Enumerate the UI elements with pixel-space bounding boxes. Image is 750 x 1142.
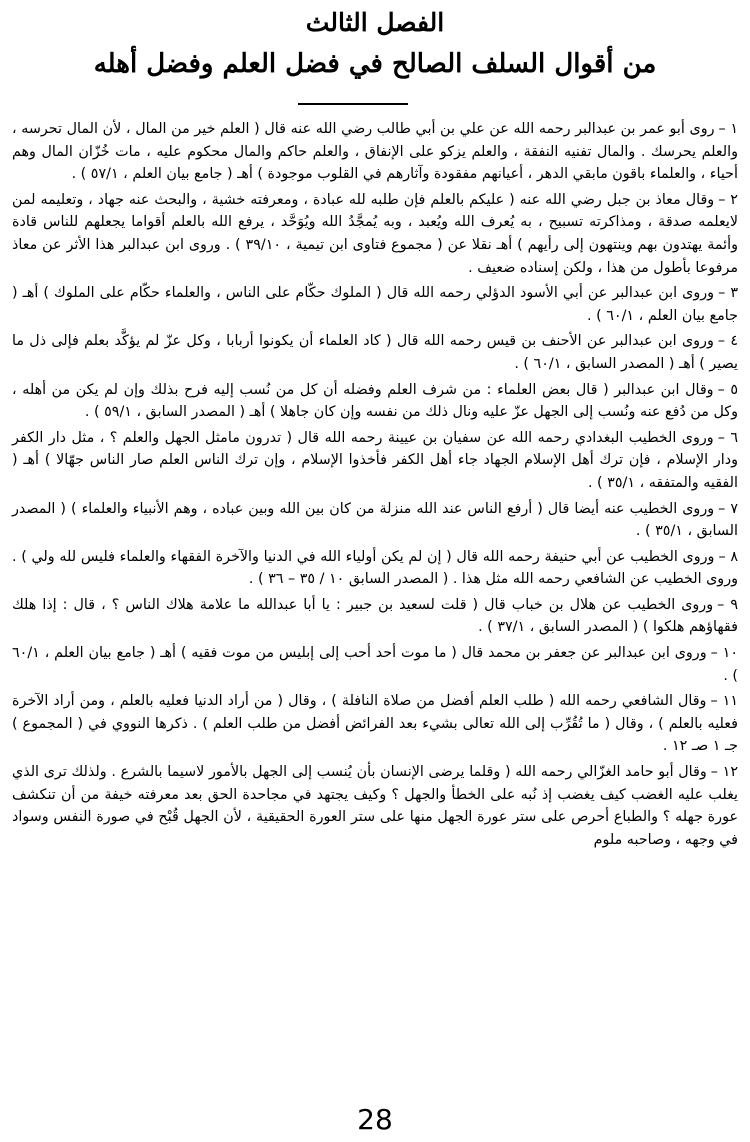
paragraph-text: وروى الخطيب البغدادي رحمه الله عن سفيان بن عيينة رحمه الله قال ( تدرون مامثل الجهل والعلم ؟ ، مثل دار الكفر ودار الإسلام ، فإن ترك أهل الإسلام الجهاد جاء أهل الكفر فأخذوا الإسلام ، وإن ترك الناس العلم صار الناس جهّالا ) أهـ ( الفقيه والمتفقه ، ٣٥/١ ) . bbox=[12, 429, 738, 491]
paragraph bbox=[12, 282, 738, 327]
paragraph-text: وقال الشافعي رحمه الله ( طلب العلم أفضل من صلاة النافلة ) ، وقال ( من أراد الدنيا فعليه بالعلم ، ومن أراد الآخرة فعليه بالعلم ) ، وقال ( ما تُقُرِّب إلى الله تعالى بشيء بعد الفرائض أفضل من طلب العلم ) . ذكرها النووي في ( المجموع ) جـ ١ صـ ١٢ . bbox=[12, 693, 738, 755]
document-body bbox=[12, 118, 738, 854]
paragraph-text: وروى ابن عبدالبر عن الأحنف بن قيس رحمه الله قال ( كاد العلماء أن يكونوا أربابا ، وكل عزّ لم يؤكَّد بعلم فإلى ذل ما يصير ) أهـ ( المصدر السابق ، ٦٠/١ ) . bbox=[12, 333, 738, 372]
paragraph-text: وروى الخطيب عن أبي حنيفة رحمه الله قال ( إن لم يكن أولياء الله في الدنيا والآخرة الفقهاء والعلماء فليس لله ولي ) . وروى الخطيب عن الشافعي رحمه الله مثل هذا . ( المصدر السابق ١٠ / ٣٥ – ٣٦ ) . bbox=[12, 548, 738, 588]
paragraph-number: ٩ – bbox=[717, 596, 738, 613]
paragraph-number: ١٠ – bbox=[710, 645, 738, 662]
paragraph bbox=[12, 379, 738, 424]
paragraph bbox=[12, 761, 738, 851]
paragraph-text: وروى الخطيب عنه أيضا قال ( أرفع الناس عند الله منزلة من كان بين الله وبين عباده ، وهم الأنبياء والعلماء ) ( المصدر السابق ، ٣٥/١ ) . bbox=[12, 500, 738, 540]
paragraph-text: وقال معاذ بن جبل رضي الله عنه ( عليكم بالعلم فإن طلبه لله عبادة ، ومعرفته خشية ، والبحث عنه جهاد ، وتعليمه لمن لايعلمه صدقة ، ومذاكرته تسبيح ، به يُعرف الله ويُعبد ، وبه يُمجَّدُ الله ويُوَحَّد ، يرفع الله بالعلم أقواما يجعلهم للناس قادة وأئمة يهتدون بهم وينتهون إلى رأيهم ) أهـ نقلا عن ( مجموع فتاوى ابن تيمية ، ٣٩/١٠ ) . وروى ابن عبدالبر هذا الأثر عن معاذ مرفوعا بأطول من هذا ، ولكن إسناده ضعيف . bbox=[12, 191, 739, 276]
paragraph bbox=[12, 546, 738, 591]
paragraph-number: ٣ – bbox=[718, 285, 738, 302]
chapter-title: الفصل الثالث bbox=[305, 8, 445, 37]
paragraph-number: ١١ – bbox=[710, 693, 739, 710]
paragraph-text: روى أبو عمر بن عبدالبر رحمه الله عن علي بن أبي طالب رضي الله عنه قال ( العلم خير من المال ، لأن المال تحرسه ، والعلم يحرسك . والمال تفنيه النفقة ، والعلم يزكو على الإنفاق ، والعلم حاكم والمال محكوم عليه ، مات خُزّان المال وهم أحياء ، والعلماء باقون مابقي الدهر ، أعيانهم مفقودة وآثارهم في القلوب موجودة ) أهـ ( جامع بيان العلم ، ٥٧/١ ) . bbox=[12, 121, 738, 183]
paragraph-number: ٧ – bbox=[718, 500, 738, 517]
paragraph-text: وروى ابن عبدالبر عن جعفر بن محمد قال ( ما موت أحد أحب إلى إبليس من موت فقيه ) أهـ ( جامع بيان العلم ، ٦٠/١ ) . bbox=[12, 645, 738, 684]
page-number: 28 bbox=[357, 1103, 393, 1136]
paragraph bbox=[12, 330, 738, 375]
paragraph-text: وروى ابن عبدالبر عن أبي الأسود الدؤلي رحمه الله قال ( الملوك حكّام على الناس ، والعلماء حكّام على الملوك ) أهـ ( جامع بيان العلم ، ٦٠/١ ) . bbox=[12, 285, 738, 324]
paragraph-number: ٢ – bbox=[718, 191, 738, 208]
paragraph bbox=[12, 642, 738, 687]
paragraph-text: وقال أبو حامد الغزّالي رحمه الله ( وقلما يرضى الإنسان بأن يُنسب إلى الجهل بالأمور لاسيما بالشرع . ولذلك ترى الذي يغلب عليه الغضب كيف يغضب إذ نُبه على الخطأ والجهل ؟ وكيف يجتهد في مجاحدة الحق بعد معرفته خيفة من أن تنكشف عورة جهله ؟ والطباع أحرص على ستر عورة الجهل منها على ستر العورة الحقيقية ، لأن الجهل قُبْح في صورة النفس وسواد في وجهه ، وصاحبه ملوم bbox=[12, 764, 738, 848]
chapter-subtitle: من أقوال السلف الصالح في فضل العلم وفضل أهله bbox=[93, 49, 657, 79]
paragraph-number: ١٢ – bbox=[710, 764, 739, 781]
paragraph bbox=[12, 690, 738, 758]
title-divider bbox=[298, 103, 408, 105]
paragraph bbox=[12, 118, 738, 186]
paragraph-text: وقال ابن عبدالبر ( قال بعض العلماء : من شرف العلم وفضله أن كل من نُسب إليه فرح بذلك وإن لم يكن من أهله ، وكل من دُفع عنه ونُسب إلى الجهل عزّ عليه ونال ذلك من نفسه وإن كان جاهلا ) أهـ ( المصدر السابق ، ٥٩/١ ) . bbox=[12, 381, 738, 421]
paragraph-number: ٦ – bbox=[717, 429, 738, 446]
paragraph-number: ١ – bbox=[718, 121, 738, 137]
paragraph-number: ٥ – bbox=[717, 381, 738, 398]
paragraph-number: ٤ – bbox=[717, 333, 738, 350]
paragraph-number: ٨ – bbox=[718, 548, 738, 565]
paragraph-text: وروى الخطيب عن هلال بن خباب قال ( قلت لسعيد بن جبير : يا أبا عبدالله ما علامة هلاك الناس ؟ ، قال : إذا هلك فقهاؤهم هلكوا ) ( المصدر السابق ، ٣٧/١ ) . bbox=[12, 596, 738, 636]
paragraph bbox=[12, 498, 738, 543]
paragraph bbox=[12, 427, 738, 495]
paragraph bbox=[12, 594, 738, 639]
paragraph bbox=[12, 189, 738, 279]
